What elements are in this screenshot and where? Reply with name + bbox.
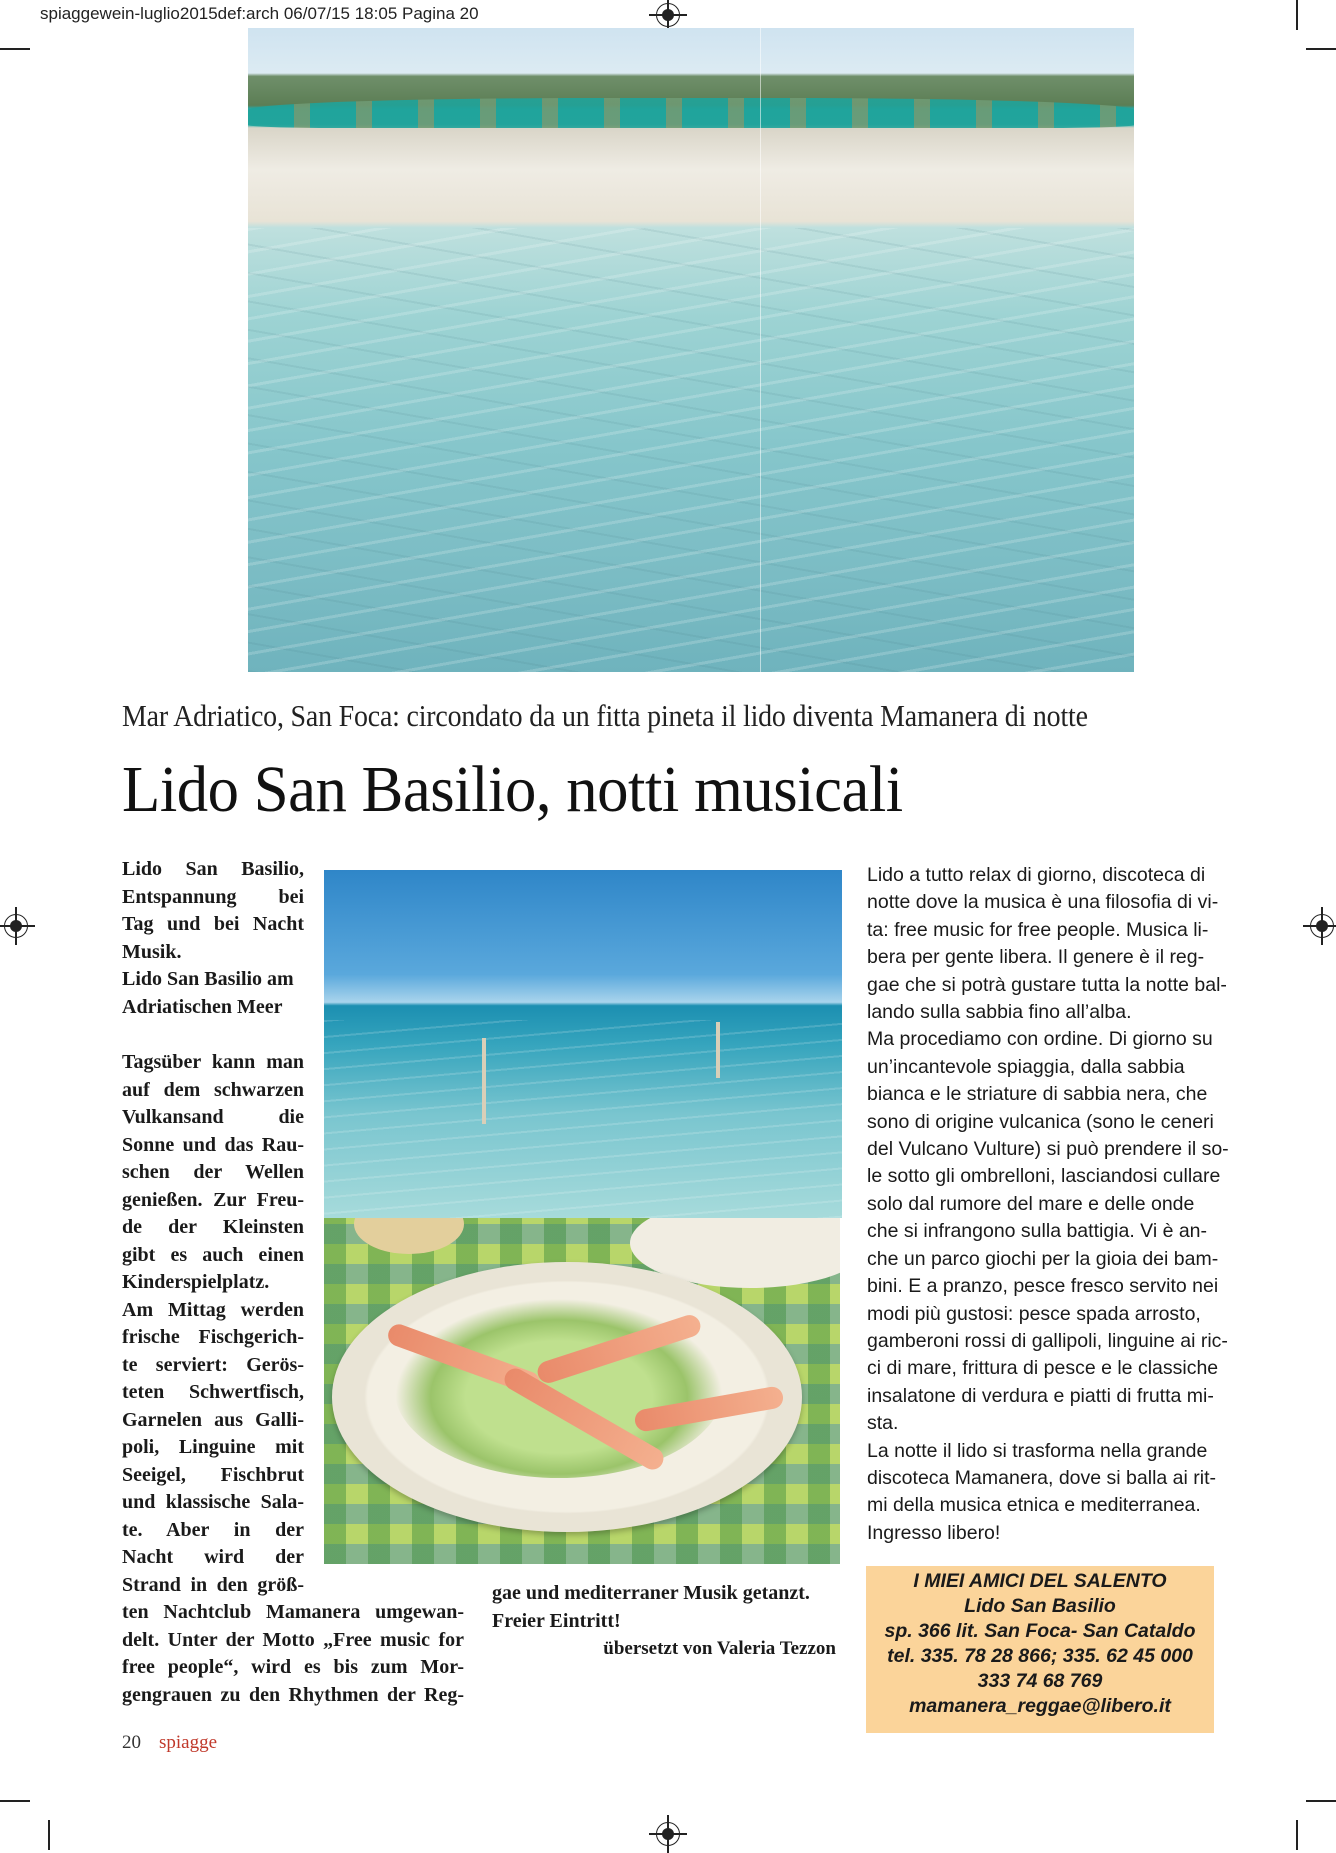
infobox-phone: tel. 335. 78 28 866; 335. 62 45 000 — [887, 1645, 1193, 1667]
text-line: notte dove la musica è una filosofia di vi- — [867, 891, 1219, 914]
text-line: Tagsüber kann man — [122, 1051, 304, 1073]
beach-umbrellas — [248, 98, 1134, 128]
text-line: free people“, wird es bis zum Mor- — [122, 1656, 464, 1678]
registration-mark-bottom — [656, 1822, 680, 1846]
printer-slug: spiaggewein-luglio2015def:arch 06/07/15 18:05 Pagina 20 — [40, 4, 479, 23]
text-line: te serviert: Gerös- — [122, 1353, 304, 1376]
text-line: discoteca Mamanera, dove si balla ai rit- — [867, 1466, 1216, 1489]
crop-mark-bottom-left-v — [48, 1820, 50, 1850]
text-line: Sonne und das Rau- — [122, 1133, 304, 1156]
text-line: Strand in den größ- — [122, 1573, 304, 1596]
german-intro — [122, 856, 304, 1021]
text-line: genießen. Zur Freu- — [122, 1188, 304, 1211]
crop-mark-bottom-left-h — [0, 1800, 30, 1802]
text-line: Freier Eintritt! — [492, 1609, 621, 1632]
text-line: ten Nachtclub Mamanera umgewan- — [122, 1601, 464, 1623]
sea-pole — [482, 1038, 486, 1124]
text-line: teten Schwertfisch, — [122, 1381, 304, 1403]
text-line: le sotto gli ombrelloni, lasciandosi cullare — [867, 1165, 1221, 1188]
text-line: poli, Linguine mit — [122, 1436, 304, 1458]
german-body-right — [492, 1580, 836, 1663]
text-line: sono di origine vulcanica (sono le ceneri — [867, 1110, 1214, 1133]
text-line: Lido San Basilio am — [122, 968, 294, 990]
text-line: frische Fischgerich- — [122, 1326, 304, 1348]
text-line: Kinderspielplatz. — [122, 1271, 270, 1293]
infobox-venue: Lido San Basilio — [964, 1595, 1116, 1617]
text-line: Ingresso libero! — [867, 1521, 1001, 1544]
article-title: Lido San Basilio, notti musicali — [122, 753, 903, 826]
text-line: schen der Wellen — [122, 1161, 304, 1183]
page-fold-line — [760, 28, 761, 672]
german-body-wide — [122, 1599, 464, 1709]
text-line: auf dem schwarzen — [122, 1078, 304, 1101]
article-kicker: Mar Adriatico, San Foca: circondato da un fitta pineta il lido diventa Mamanera di notte — [122, 698, 1088, 733]
sea-pole — [716, 1022, 720, 1078]
text-line: gae che si potrà gustare tutta la notte bal- — [867, 973, 1227, 996]
sea-shimmer — [324, 1020, 842, 1218]
text-line: sta. — [867, 1412, 899, 1435]
sea-photo — [324, 870, 842, 1218]
german-body-narrow — [122, 1049, 304, 1599]
text-line: La notte il lido si trasforma nella grande — [867, 1439, 1208, 1462]
text-line: Garnelen aus Galli- — [122, 1408, 304, 1431]
text-line: Nacht wird der — [122, 1546, 304, 1568]
magazine-name: spiagge — [159, 1732, 218, 1753]
beach-photo — [248, 28, 1134, 672]
crop-mark-bottom-right-v — [1296, 1820, 1298, 1850]
text-line: Lido a tutto relax di giorno, discoteca di — [867, 864, 1206, 886]
text-line: Musik. — [122, 940, 182, 963]
text-line: gamberoni rossi di gallipoli, linguine ai ric- — [867, 1329, 1228, 1352]
water-ripples — [248, 228, 1134, 672]
infobox-heading: I MIEI AMICI DEL SALENTO — [913, 1570, 1167, 1592]
seafood-photo — [324, 1218, 840, 1564]
text-line: lando sulla sabbia fino all’alba. — [867, 1001, 1132, 1024]
crop-mark-top-right-v — [1296, 0, 1298, 30]
bread-basket — [354, 1218, 464, 1254]
text-line: Seeigel, Fischbrut — [122, 1463, 304, 1486]
translator-credit: übersetzt von Valeria Tezzon — [603, 1638, 836, 1659]
text-line: bera per gente libera. Il genere è il reg- — [867, 946, 1205, 969]
text-line: gibt es auch einen — [122, 1243, 304, 1266]
text-line: ci di mare, frittura di pesce e le classiche — [867, 1357, 1219, 1380]
text-line: Am Mittag werden — [122, 1298, 304, 1321]
text-line: gengrauen zu den Rhythmen der Reg- — [122, 1683, 464, 1706]
text-line: ta: free music for free people. Musica li- — [867, 918, 1209, 941]
text-line: delt. Unter der Motto „Free music for — [122, 1628, 464, 1651]
infobox-phone-2: 333 74 68 769 — [977, 1670, 1103, 1692]
registration-mark-right — [1310, 914, 1334, 938]
text-line: che si infrangono sulla battigia. Vi è an- — [867, 1220, 1208, 1243]
text-line: Lido San Basilio, — [122, 858, 304, 880]
infobox-address: sp. 366 lit. San Foca- San Cataldo — [884, 1620, 1196, 1642]
text-line: Entspannung bei — [122, 885, 304, 908]
text-line: un’incantevole spiaggia, dalla sabbia — [867, 1055, 1185, 1078]
crop-mark-top-right-h — [1306, 48, 1336, 50]
crop-mark-bottom-right-h — [1306, 1800, 1336, 1802]
registration-mark-left — [4, 914, 28, 938]
text-line: bini. E a pranzo, pesce fresco servito nei — [867, 1275, 1219, 1298]
text-line: Adriatischen Meer — [122, 995, 283, 1018]
text-line: insalatone di verdura e piatti di frutta mi- — [867, 1384, 1214, 1407]
text-line: che un parco giochi per la gioia dei bam- — [867, 1247, 1219, 1270]
text-line: te. Aber in der — [122, 1518, 304, 1541]
text-line: modi più gustosi: pesce spada arrosto, — [867, 1302, 1201, 1325]
infobox-email[interactable]: mamanera_reggae@libero.it — [909, 1695, 1171, 1717]
page-number: 20 — [122, 1732, 141, 1753]
text-line: bianca e le striature di sabbia nera, che — [867, 1083, 1208, 1106]
registration-mark-top — [656, 3, 680, 27]
text-line: Tag und bei Nacht — [122, 913, 304, 935]
text-line: solo dal rumore del mare e delle onde — [867, 1192, 1195, 1215]
text-line: mi della musica etnica e mediterranea. — [867, 1494, 1201, 1517]
contact-info-box — [866, 1566, 1214, 1733]
page-footer — [122, 1732, 217, 1754]
text-line: del Vulcano Vulture) si può prendere il so- — [867, 1138, 1229, 1161]
text-line: gae und mediterraner Musik getanzt. — [492, 1582, 810, 1604]
text-line: Ma procediamo con ordine. Di giorno su — [867, 1028, 1213, 1051]
text-line: de der Kleinsten — [122, 1216, 304, 1238]
text-line: und klassische Sala- — [122, 1491, 304, 1513]
crop-mark-top-left-h — [0, 48, 30, 50]
italian-body — [867, 862, 1229, 1547]
text-line: Vulkansand die — [122, 1106, 304, 1128]
